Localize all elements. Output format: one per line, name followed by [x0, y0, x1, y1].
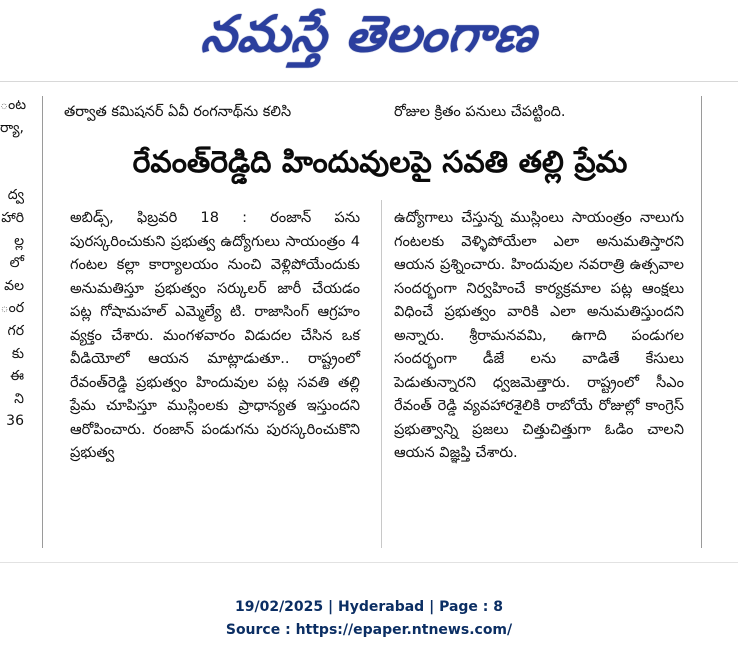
fragment-line: ని	[14, 390, 24, 407]
adjacent-column-fragment	[0, 96, 24, 432]
fragment-line	[0, 164, 24, 184]
fragment-line: 36	[6, 413, 24, 430]
article-body-col1: అబిడ్స్, ఫిబ్రవరి 18 : రంజాన్ పను పురస్కరించుకుని ప్రభుత్వ ఉద్యోగులు సాయంత్రం 4 గంటల కల్లా కార్యాలయం నుంచి వెళ్లిపోయేందుకు అనుమతిస్తూ ప్రభుత్వం సర్కులర్ జారీ చేయడం పట్ల గోషామహల్ ఎమ్మెల్యే టి. రాజాసింగ్ ఆగ్రహం వ్యక్తం చేశారు. మంగళవారం విడుదల చేసిన ఒక వీడియోలో ఆయన మాట్లాడుతూ.. రాష్ట్రంలో రేవంత్‌రెడ్డి ప్రభుత్వం హిందువుల పట్ల సవతి తల్లి ప్రేమ చూపిస్తూ ముస్లింలకు ప్రాధాన్యత ఇస్తుందని ఆరోపించారు. రంజాన్ పండుగను పురస్కరించుకొని ప్రభుత్వ	[70, 209, 360, 461]
edition-info: 19/02/2025 | Hyderabad | Page : 8	[234, 599, 504, 615]
fragment-line	[0, 141, 24, 161]
previous-article-tail-right: రోజుల క్రితం పనులు చేపట్టింది.	[394, 104, 566, 120]
article-headline: రేవంత్‌రెడ్డిది హిందువులపై సవతి తల్లి ప్రేమ	[132, 145, 628, 180]
fragment-line: ంర	[0, 300, 24, 317]
masthead	[0, 0, 738, 80]
fragment-line: లో	[9, 255, 24, 272]
masthead-divider	[0, 81, 738, 82]
column-divider-right	[701, 96, 702, 548]
fragment-line: ర్యా,	[0, 119, 24, 136]
fragment-line: ద్వ	[7, 187, 24, 204]
footer	[0, 596, 738, 642]
article-body-col2: ఉద్యోగాలు చేస్తున్న ముస్లింలు సాయంత్రం నాలుగు గంటలకు వెళ్ళిపోయేలా ఎలా అనుమతిస్తారని ఆయన ప్రశ్నించారు. హిందువుల నవరాత్రి ఉత్సవాల సందర్భంగా నిర్వహించే కార్యక్రమాల పట్ల ఆంక్షలు విధించే ప్రభుత్వం వారికి ఎలా అనుమతిస్తుందని అన్నారు. శ్రీరామనవమి, ఉగాది పండుగల సందర్భంగా డీజే లను వాడితే కేసులు పెడుతున్నారని ధ్వజమెత్తారు. రాష్ట్రంలో సీఎం రేవంత్ రెడ్డి వ్యవహారశైలికి రాబోయే రోజుల్లో కాంగ్రెస్ ప్రభుత్వాన్ని ప్రజలు చిత్తుచిత్తుగా ఓడిం చాలని ఆయన విజ్ఞప్తి చేశారు.	[394, 209, 684, 461]
previous-article-tail-left: తర్వాత కమిషనర్ ఏవీ రంగనాథ్‌ను కలిసి	[64, 104, 292, 120]
fragment-line: వల	[4, 277, 24, 294]
source-link: Source : https://epaper.ntnews.com/	[225, 622, 513, 638]
column-divider-left	[42, 96, 43, 548]
fragment-line: ంట	[0, 97, 26, 113]
column-divider-middle	[381, 200, 382, 548]
fragment-line: ఈ	[10, 368, 24, 385]
fragment-line: కు	[11, 345, 24, 362]
article-column-1	[70, 206, 360, 465]
article-column-2	[394, 206, 684, 465]
fragment-line: గర	[7, 322, 24, 339]
newspaper-logo: నమస్తే తెలంగాణ	[198, 4, 541, 63]
fragment-line: హారి	[1, 209, 24, 226]
fragment-line: ల్ల	[14, 232, 24, 249]
clip-bottom-border	[0, 562, 738, 563]
